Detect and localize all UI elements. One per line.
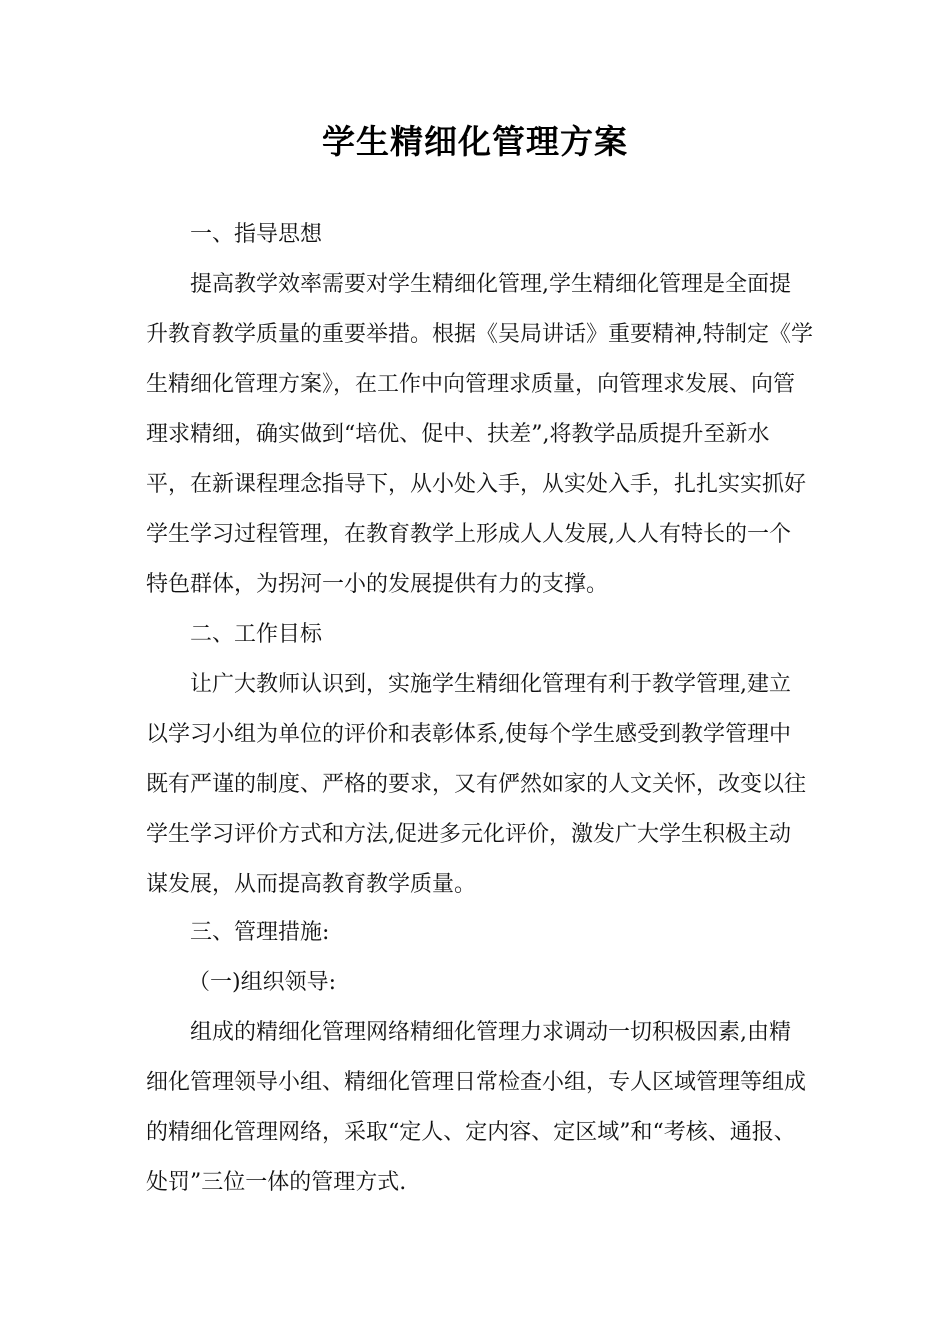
- paragraph-line: 让广大教师认识到，实施学生精细化管理有利于教学管理,建立: [190, 672, 791, 697]
- paragraph-line: 学生学习过程管理，在教育教学上形成人人发展,人人有特长的一个: [146, 522, 791, 547]
- paragraph-line: 平，在新课程理念指导下，从小处入手，从实处入手，扎扎实实抓好: [146, 472, 807, 497]
- paragraph-line: 细化管理领导小组、精细化管理日常检查小组，专人区域管理等组成: [146, 1070, 807, 1095]
- section-heading-management-measures: 三、管理措施:: [190, 920, 330, 945]
- subsection-heading-organization: （一)组织领导:: [188, 970, 336, 995]
- paragraph-line: 既有严谨的制度、严格的要求，又有俨然如家的人文关怀，改变以往: [146, 772, 807, 797]
- paragraph-line: 以学习小组为单位的评价和表彰体系,使每个学生感受到教学管理中: [146, 722, 791, 747]
- paragraph-line: 升教育教学质量的重要举措。根据《吴局讲话》重要精神,特制定《学: [146, 322, 813, 347]
- paragraph-line: 处罚”三位一体的管理方式.: [146, 1170, 407, 1195]
- document-title: 学生精细化管理方案: [322, 122, 628, 161]
- paragraph-line: 生精细化管理方案》，在工作中向管理求质量，向管理求发展、向管: [146, 372, 796, 397]
- paragraph-line: 提高教学效率需要对学生精细化管理,学生精细化管理是全面提: [190, 272, 791, 297]
- paragraph-line: 特色群体，为拐河一小的发展提供有力的支撑。: [146, 572, 609, 597]
- paragraph-line: 谋发展，从而提高教育教学质量。: [146, 872, 477, 897]
- paragraph-line: 学生学习评价方式和方法,促进多元化评价，激发广大学生积极主动: [146, 822, 791, 847]
- section-heading-work-goals: 二、工作目标: [190, 622, 323, 647]
- section-heading-guiding-ideology: 一、指导思想: [190, 222, 323, 247]
- paragraph-line: 的精细化管理网络，采取“定人、定内容、定区域”和“考核、通报、: [146, 1120, 796, 1145]
- paragraph-line: 理求精细，确实做到“培优、促中、扶差”,将教学品质提升至新水: [146, 422, 770, 447]
- paragraph-line: 组成的精细化管理网络精细化管理力求调动一切积极因素,由精: [190, 1020, 791, 1045]
